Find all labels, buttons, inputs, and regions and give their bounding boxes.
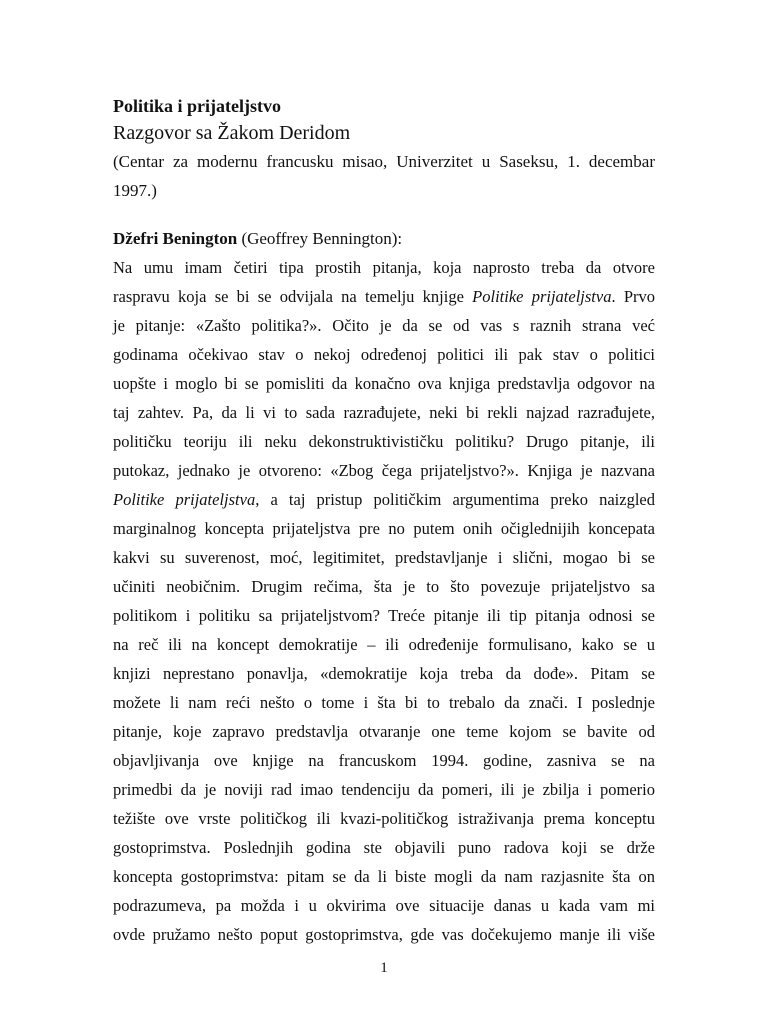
text-line: politikom i politiku sa prijateljstvom? Treće pitanje ili tip pitanja odnosi se [113,606,655,625]
text-fragment: , a taj pristup političkim argumentima preko naizgled [255,490,655,509]
text-line: marginalnog koncepta prijateljstva pre no putem onih očiglednijih koncepata [113,519,655,538]
text-line: primedbi da je noviji rad imao tendenciju da pomeri, ili je zbilja i pomerio [113,780,655,799]
text-line: političku teoriju ili neku dekonstruktivističku politiku? Drugo pitanje, ili [113,432,655,451]
source-info-line: 1997.) [113,181,157,200]
text-fragment: raspravu koja se bi se odvijala na temelju knjige [113,287,473,306]
text-line: taj zahtev. Pa, da li vi to sada razrađujete, neki bi rekli najzad razrađujete, [113,403,655,422]
text-line: putokaz, jednako je otvoreno: «Zbog čega prijateljstvo?». Knjiga je nazvana [113,461,655,480]
text-line: gostoprimstva. Poslednjih godina ste objavili puno radova koji se drže [113,838,655,857]
text-line: Na umu imam četiri tipa prostih pitanja, koja naprosto treba da otvore [113,258,655,277]
text-line: podrazumeva, pa možda i u okvirima ove situacije danas u kada vam mi [113,896,655,915]
document-subtitle: Razgovor sa Žakom Deridom [113,122,351,144]
text-line: možete li nam reći nešto o tome i šta bi to trebalo da znači. I poslednje [113,693,655,712]
text-line: učiniti neobičnim. Drugim rečima, šta je to što povezuje prijateljstvo sa [113,577,655,596]
text-line: težište ove vrste političkog ili kvazi-političkog istraživanja prema konceptu [113,809,655,828]
text-line: je pitanje: «Zašto politika?». Očito je da se od vas s raznih strana već [113,316,655,335]
text-line: godinama očekivao stav o nekoj određenoj politici ili pak stav o politici [113,345,655,364]
text-line: uopšte i moglo bi se pomisliti da konačno ova knjiga predstavlja odgovor na [113,374,655,393]
text-line [113,485,655,514]
text-line: knjizi neprestano ponavlja, «demokratije koja treba da dođe». Pitam se [113,664,655,683]
document-page [113,93,655,949]
document-source-info [113,147,655,205]
book-title-italic: Politike prijateljstva [113,490,256,509]
text-line: ovde pružamo nešto poput gostoprimstva, gde vas dočekujemo manje ili više [113,925,655,944]
text-line: koncepta gostoprimstva: pitam se da li biste mogli da nam razjasnite šta on [113,867,655,886]
speaker-name: Džefri Benington [113,229,238,248]
body-paragraph [113,253,655,949]
speaker-original-name: (Geoffrey Bennington): [237,229,403,248]
text-line: objavljivanja ove knjige na francuskom 1994. godine, zasniva se na [113,751,655,770]
text-line: pitanje, koje zapravo predstavlja otvaranje one teme kojom se bavite od [113,722,655,741]
speaker-heading [113,224,655,253]
text-line: na reč ili na koncept demokratije – ili određenije formulisano, kako se u [113,635,655,654]
text-fragment: . Prvo [611,287,656,306]
document-title: Politika i prijateljstvo [113,96,281,116]
source-info-line: (Centar za modernu francusku misao, Univerzitet u Saseksu, 1. decembar [113,152,655,171]
text-line: kakvi su suverenost, moć, legitimitet, predstavljanje i slični, mogao bi se [113,548,655,567]
text-line [113,282,655,311]
book-title-italic: Politike prijateljstva [472,287,612,306]
page-number: 1 [380,960,388,976]
